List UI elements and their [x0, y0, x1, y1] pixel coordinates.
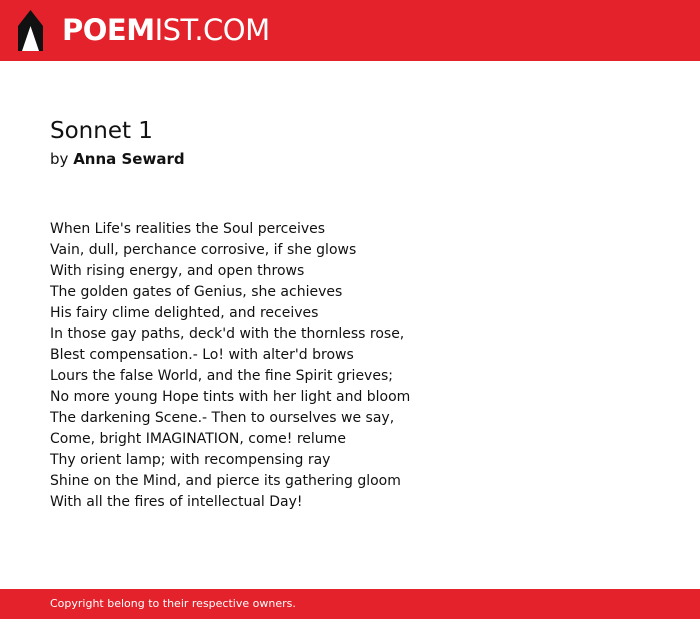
poem-line: Vain, dull, perchance corrosive, if she glows: [50, 242, 357, 258]
poem-line: Blest compensation.- Lo! with alter'd brows: [50, 347, 354, 363]
poem-byline: [50, 149, 185, 169]
pencil-icon[interactable]: [18, 10, 43, 51]
poem-line: With all the fires of intellectual Day!: [50, 494, 303, 510]
poem-line: Lours the false World, and the fine Spirit grieves;: [50, 368, 393, 384]
poem-line: Shine on the Mind, and pierce its gathering gloom: [50, 473, 401, 489]
logo-text-light: IST.COM: [154, 13, 270, 47]
poem-body: [50, 219, 410, 513]
site-footer: [0, 589, 700, 619]
poem-line: When Life's realities the Soul perceives: [50, 221, 326, 237]
poem-line: The darkening Scene.- Then to ourselves we say,: [50, 410, 395, 426]
site-logo[interactable]: [62, 12, 270, 48]
poem-line: His fairy clime delighted, and receives: [50, 305, 319, 321]
poem-author: Anna Seward: [73, 150, 185, 168]
poem-line: With rising energy, and open throws: [50, 263, 305, 279]
poem-line: No more young Hope tints with her light and bloom: [50, 389, 411, 405]
poem-line: Come, bright IMAGINATION, come! relume: [50, 431, 346, 447]
poem-line: In those gay paths, deck'd with the thornless rose,: [50, 326, 405, 342]
poem-line: Thy orient lamp; with recompensing ray: [50, 452, 331, 468]
copyright-notice: Copyright belong to their respective owners.: [50, 597, 296, 610]
poem-title: Sonnet 1: [50, 118, 153, 144]
by-label: by: [50, 150, 69, 168]
logo-text-bold: POEM: [62, 13, 155, 47]
poem-line: The golden gates of Genius, she achieves: [50, 284, 343, 300]
site-header: [0, 0, 700, 61]
